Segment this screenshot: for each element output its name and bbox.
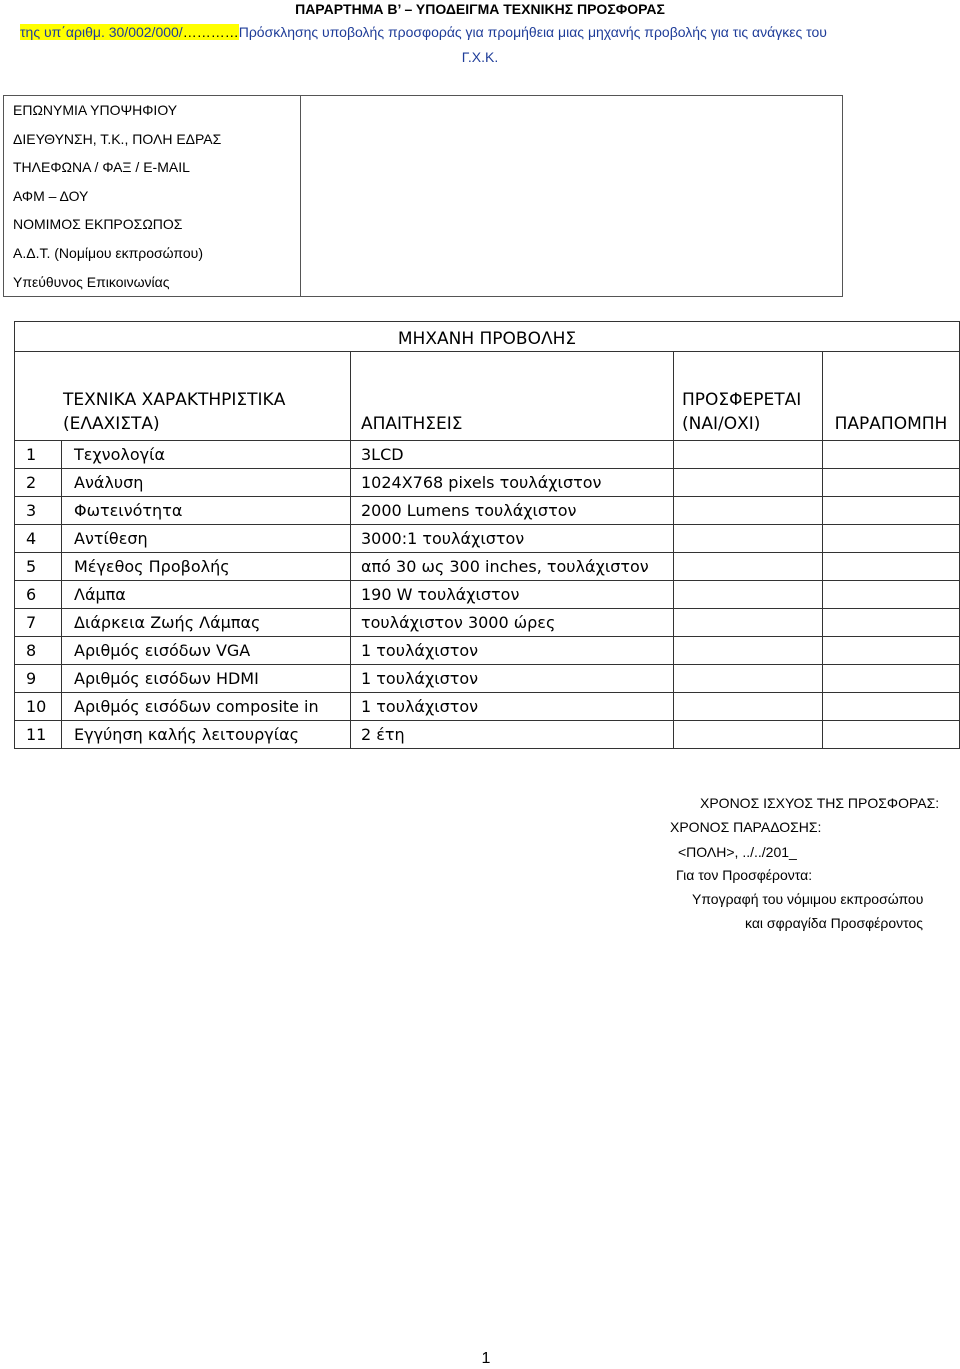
spec-row [15, 609, 960, 637]
signature-label: Υπογραφή του νόμιμου εκπροσώπου [692, 891, 924, 907]
header-spec-line2: (ΕΛΑΧΙΣΤΑ) [63, 414, 160, 434]
spec-row-offered[interactable] [674, 609, 823, 637]
candidate-info-table [3, 95, 843, 297]
spec-row [15, 637, 960, 665]
spec-row [15, 581, 960, 609]
spec-row-requirement: 1024X768 pixels τουλάχιστον [351, 469, 674, 497]
spec-row-offered[interactable] [674, 637, 823, 665]
spec-row-feature: Ανάλυση [62, 469, 351, 497]
spec-row-requirement: 2 έτη [351, 721, 674, 749]
spec-row [15, 469, 960, 497]
candidate-info-labels [4, 96, 301, 297]
candidate-info-label: Υπεύθυνος Επικοινωνίας [13, 273, 170, 290]
place-date: <ΠΟΛΗ>, ../../201_ [678, 844, 797, 860]
spec-row-reference[interactable] [823, 553, 960, 581]
header-spec [15, 352, 351, 441]
spec-row [15, 665, 960, 693]
header-offered-line2: (ΝΑΙ/ΟΧΙ) [682, 414, 761, 434]
spec-row-offered[interactable] [674, 721, 823, 749]
spec-row-reference[interactable] [823, 609, 960, 637]
spec-row-number: 6 [15, 581, 62, 609]
reference-line [20, 23, 827, 41]
spec-row-feature: Τεχνολογία [62, 441, 351, 469]
spec-row-requirement: 1 τουλάχιστον [351, 637, 674, 665]
reference-dots: ………… [182, 24, 239, 40]
spec-row [15, 441, 960, 469]
spec-row-reference[interactable] [823, 665, 960, 693]
spec-row-feature: Αντίθεση [62, 525, 351, 553]
spec-row-requirement: 3LCD [351, 441, 674, 469]
spec-row-offered[interactable] [674, 441, 823, 469]
spec-row-reference[interactable] [823, 525, 960, 553]
for-bidder-label: Για τον Προσφέροντα: [676, 867, 813, 883]
spec-row-offered[interactable] [674, 553, 823, 581]
spec-row-reference[interactable] [823, 469, 960, 497]
spec-row-number: 7 [15, 609, 62, 637]
reference-description-line2: Γ.Χ.Κ. [461, 49, 499, 65]
spec-row-number: 3 [15, 497, 62, 525]
spec-row-offered[interactable] [674, 665, 823, 693]
spec-row-feature: Διάρκεια Ζωής Λάμπας [62, 609, 351, 637]
spec-table-title: ΜΗΧΑΝΗ ΠΡΟΒΟΛΗΣ [15, 322, 960, 352]
spec-table [14, 321, 960, 749]
spec-row [15, 693, 960, 721]
spec-row [15, 721, 960, 749]
spec-row-requirement: τουλάχιστον 3000 ώρες [351, 609, 674, 637]
candidate-info-label: ΝΟΜΙΜΟΣ ΕΚΠΡΟΣΩΠΟΣ [13, 216, 183, 233]
spec-row-requirement: 190 W τουλάχιστον [351, 581, 674, 609]
spec-row-reference[interactable] [823, 497, 960, 525]
spec-row-reference[interactable] [823, 581, 960, 609]
spec-row-number: 11 [15, 721, 62, 749]
spec-row-requirement: 2000 Lumens τουλάχιστον [351, 497, 674, 525]
candidate-info-label: ΑΦΜ – ΔΟΥ [13, 187, 89, 204]
spec-row-reference[interactable] [823, 441, 960, 469]
header-requirements: ΑΠΑΙΤΗΣΕΙΣ [351, 352, 674, 441]
spec-row-requirement: από 30 ως 300 inches, τουλάχιστον [351, 553, 674, 581]
document-title: ΠΑΡΑΡΤΗΜΑ Β’ – ΥΠΟΔΕΙΓΜΑ ΤΕΧΝΙΚΗΣ ΠΡΟΣΦΟΡΑΣ [295, 1, 665, 17]
header-spec-line1: ΤΕΧΝΙΚΑ ΧΑΡΑΚΤΗΡΙΣΤΙΚΑ [63, 390, 286, 410]
spec-row-requirement: 3000:1 τουλάχιστον [351, 525, 674, 553]
spec-row-offered[interactable] [674, 525, 823, 553]
spec-row-number: 8 [15, 637, 62, 665]
spec-row-feature: Αριθμός εισόδων VGA [62, 637, 351, 665]
spec-row-number: 2 [15, 469, 62, 497]
candidate-info-label: ΤΗΛΕΦΩΝΑ / ΦΑΞ / E-MAIL [13, 159, 190, 176]
reference-description: Πρόσκλησης υποβολής προσφοράς για προμήθεια μιας μηχανής προβολής για τις ανάγκες του [238, 24, 827, 40]
spec-row [15, 497, 960, 525]
spec-row-feature: Αριθμός εισόδων composite in [62, 693, 351, 721]
spec-row-reference[interactable] [823, 721, 960, 749]
spec-row-number: 10 [15, 693, 62, 721]
spec-row-number: 4 [15, 525, 62, 553]
spec-row-offered[interactable] [674, 581, 823, 609]
validity-label: ΧΡΟΝΟΣ ΙΣΧΥΟΣ ΤΗΣ ΠΡΟΣΦΟΡΑΣ: [700, 795, 940, 811]
spec-row-reference[interactable] [823, 637, 960, 665]
spec-row-feature: Εγγύηση καλής λειτουργίας [62, 721, 351, 749]
spec-row [15, 525, 960, 553]
spec-row-reference[interactable] [823, 693, 960, 721]
spec-row [15, 553, 960, 581]
spec-row-number: 5 [15, 553, 62, 581]
delivery-label: ΧΡΟΝΟΣ ΠΑΡΑΔΟΣΗΣ: [670, 819, 822, 835]
candidate-info-values[interactable] [301, 96, 843, 297]
spec-row-offered[interactable] [674, 469, 823, 497]
spec-row-requirement: 1 τουλάχιστον [351, 665, 674, 693]
header-reference: ΠΑΡΑΠΟΜΠΗ [823, 352, 960, 441]
header-offered [674, 352, 823, 441]
candidate-info-label: ΔΙΕΥΘΥΝΣΗ, Τ.Κ., ΠΟΛΗ ΕΔΡΑΣ [13, 130, 222, 147]
header-offered-line1: ΠΡΟΣΦΕΡΕΤΑΙ [682, 390, 802, 410]
spec-row-offered[interactable] [674, 497, 823, 525]
spec-row-feature: Λάμπα [62, 581, 351, 609]
stamp-label: και σφραγίδα Προσφέροντος [745, 915, 924, 931]
spec-row-number: 1 [15, 441, 62, 469]
spec-row-number: 9 [15, 665, 62, 693]
spec-row-offered[interactable] [674, 693, 823, 721]
spec-row-feature: Φωτεινότητα [62, 497, 351, 525]
spec-row-feature: Αριθμός εισόδων HDMI [62, 665, 351, 693]
page-number: 1 [481, 1350, 491, 1367]
spec-row-requirement: 1 τουλάχιστον [351, 693, 674, 721]
candidate-info-label: ΕΠΩΝΥΜΙΑ ΥΠΟΨΗΦΙΟΥ [13, 102, 178, 118]
candidate-info-label: Α.Δ.Τ. (Νομίμου εκπροσώπου) [13, 244, 203, 261]
spec-row-feature: Μέγεθος Προβολής [62, 553, 351, 581]
reference-number: της υπ΄αριθμ. 30/002/000/ [20, 24, 183, 40]
